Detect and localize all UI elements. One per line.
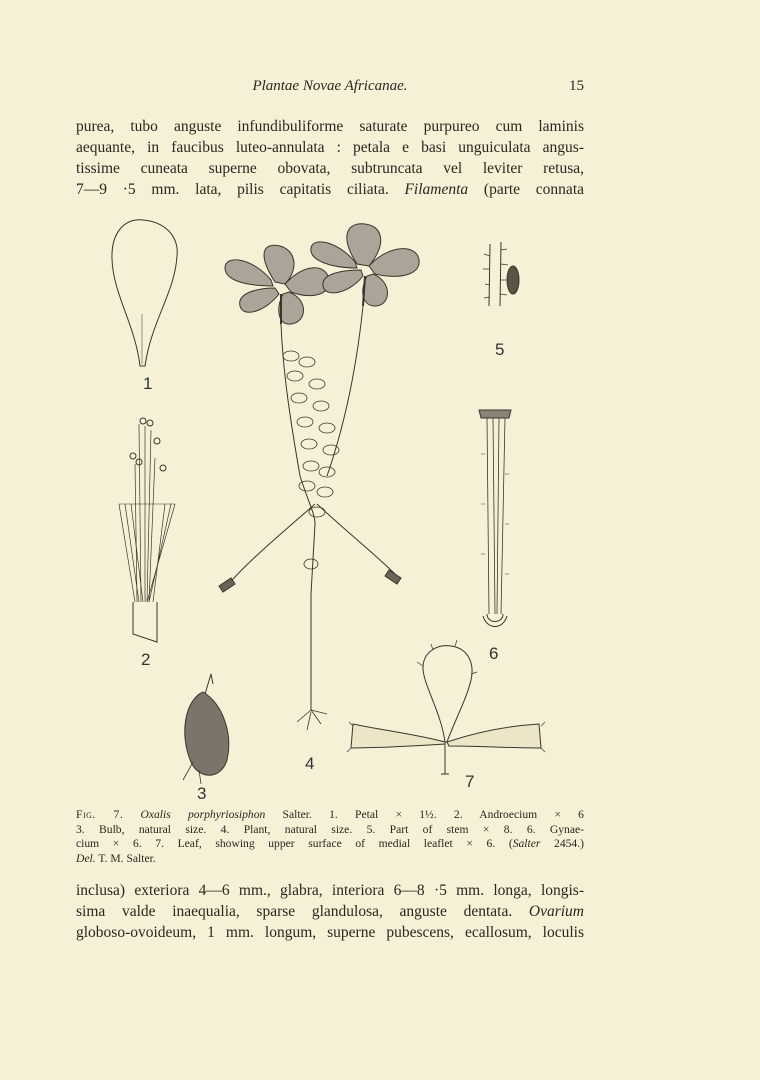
text-line: [76, 179, 584, 200]
text-line: purea, tubo anguste infundibuliforme saturate purpureo cum laminis: [76, 118, 584, 135]
gynaecium-drawing: [479, 410, 511, 627]
plant-drawing: [219, 224, 419, 730]
figure-label-1: 1: [143, 374, 153, 393]
caption-text: 2454.): [540, 837, 584, 850]
figure-label-2: 2: [141, 650, 151, 669]
figure-label-6: 6: [489, 644, 499, 663]
page-header: [76, 78, 584, 100]
italic-term: Ovarium: [528, 903, 584, 920]
species-name: Oxalis porphyriosiphon: [140, 808, 266, 821]
figure-label-5: 5: [495, 340, 505, 359]
androecium-drawing: [119, 418, 175, 642]
leaf-drawing: [347, 640, 545, 774]
collector-name: Salter: [512, 837, 541, 850]
stem-detail-drawing: [483, 242, 519, 306]
page-number: 15: [569, 78, 584, 94]
figure-label-7: 7: [465, 772, 475, 791]
text-line: inclusa) exteriora 4—6 mm., glabra, interiora 6—8 ·5 mm. longa, longis-: [76, 882, 584, 899]
text-segment: (parte connata: [483, 181, 585, 198]
caption-line: [76, 808, 584, 823]
running-title: Plantae Novae Africanae.: [252, 78, 408, 94]
text-line: aequante, in faucibus luteo-annulata : petala e basi unguiculata angus-: [76, 139, 584, 156]
bulb-drawing: [183, 674, 229, 784]
plate-drawing: [95, 214, 565, 804]
bottom-paragraph: [76, 880, 584, 943]
figure-caption: [76, 808, 584, 866]
figure-label-4: 4: [305, 754, 315, 773]
caption-line: 3. Bulb, natural size. 4. Plant, natural size. 5. Part of stem × 8. 6. Gynae-: [76, 822, 584, 836]
text-segment: sima valde inaequalia, sparse glandulosa, anguste dentata.: [76, 903, 513, 920]
botanical-plate: [95, 214, 565, 804]
caption-text: cium × 6. 7. Leaf, showing upper surface of medial leaflet × 6. (: [76, 837, 513, 850]
top-paragraph: [76, 116, 584, 200]
text-line: [76, 901, 584, 922]
figure-label-3: 3: [197, 784, 207, 803]
text-line: globoso-ovoideum, 1 mm. longum, superne pubescens, ecallosum, loculis: [76, 924, 584, 941]
delineator-name: T. M. Salter.: [95, 851, 156, 865]
text-line: tissime cuneata superne obovata, subtruncata vel leviter retusa,: [76, 160, 584, 177]
caption-line: [76, 837, 584, 852]
caption-line: [76, 852, 584, 867]
caption-text: Salter. 1. Petal × 1½. 2. Androecium × 6: [282, 808, 584, 821]
flower: [311, 224, 419, 306]
petal-drawing: [112, 220, 177, 366]
figure-number: Fig. 7.: [76, 808, 124, 821]
italic-term: Filamenta: [404, 181, 469, 198]
delineator-label: Del.: [76, 851, 96, 865]
text-segment: 7—9 ·5 mm. lata, pilis capitatis ciliata.: [76, 181, 389, 198]
